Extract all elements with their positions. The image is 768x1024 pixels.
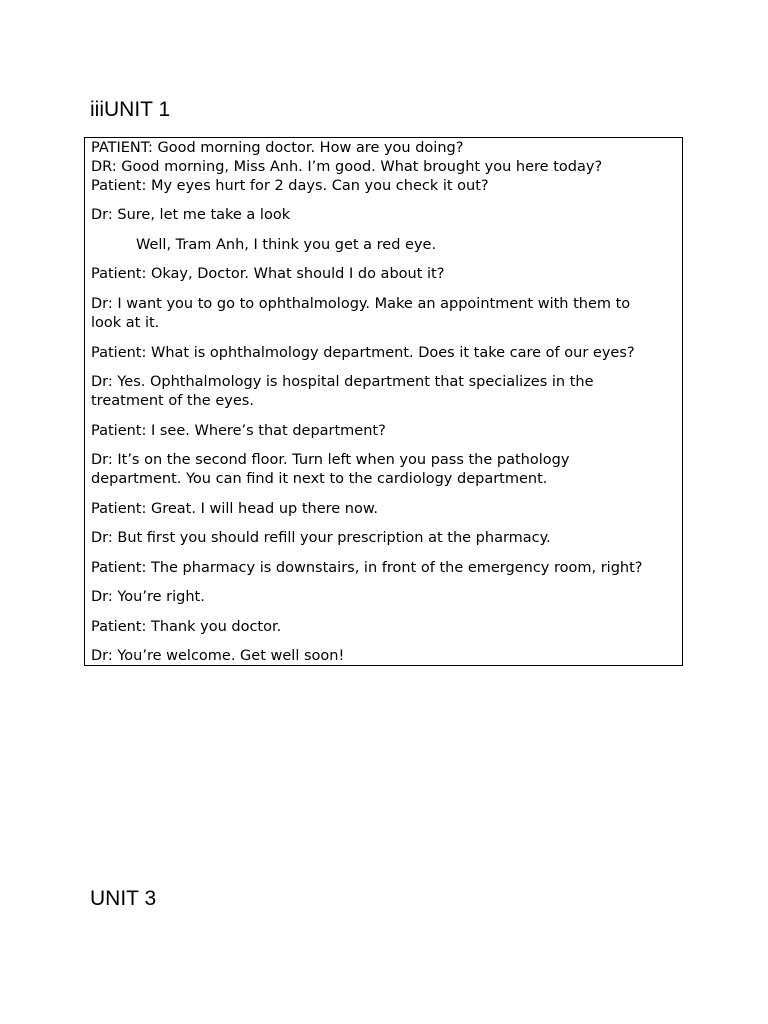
dialogue-line: Dr: Sure, let me take a look xyxy=(91,207,291,223)
dialogue-line: Dr: But first you should refill your prescription at the pharmacy. xyxy=(91,530,551,546)
dialogue-line: Patient: Okay, Doctor. What should I do about it? xyxy=(91,266,445,282)
unit-3-heading: UNIT 3 xyxy=(90,887,157,910)
dialogue-line: Patient: Thank you doctor. xyxy=(91,619,282,635)
dialogue-line: Dr: I want you to go to ophthalmology. Make an appointment with them to xyxy=(91,296,631,312)
unit-1-heading: iiiUNIT 1 xyxy=(90,98,171,121)
dialogue-line: Patient: I see. Where’s that department? xyxy=(91,423,386,439)
dialogue-line: PATIENT: Good morning doctor. How are you doing? xyxy=(91,140,464,156)
dialogue-line: Dr: It’s on the second floor. Turn left when you pass the pathology xyxy=(91,452,570,468)
dialogue-line: department. You can find it next to the cardiology department. xyxy=(91,471,548,487)
dialogue-line: Well, Tram Anh, I think you get a red eye. xyxy=(136,237,437,253)
dialogue-line: treatment of the eyes. xyxy=(91,393,254,409)
dialogue-line: Patient: The pharmacy is downstairs, in front of the emergency room, right? xyxy=(91,560,643,576)
dialogue-line: Dr: You’re right. xyxy=(91,589,205,605)
dialogue-line: Patient: My eyes hurt for 2 days. Can you check it out? xyxy=(91,178,489,194)
dialogue-line: Dr: Yes. Ophthalmology is hospital department that specializes in the xyxy=(91,374,594,390)
dialogue-line: Dr: You’re welcome. Get well soon! xyxy=(91,648,345,664)
dialogue-line: look at it. xyxy=(91,315,160,331)
dialogue-line: Patient: Great. I will head up there now. xyxy=(91,501,378,517)
dialogue-line: Patient: What is ophthalmology department. Does it take care of our eyes? xyxy=(91,345,635,361)
dialogue-line: DR: Good morning, Miss Anh. I’m good. What brought you here today? xyxy=(91,159,603,175)
dialogue-box xyxy=(84,137,683,666)
